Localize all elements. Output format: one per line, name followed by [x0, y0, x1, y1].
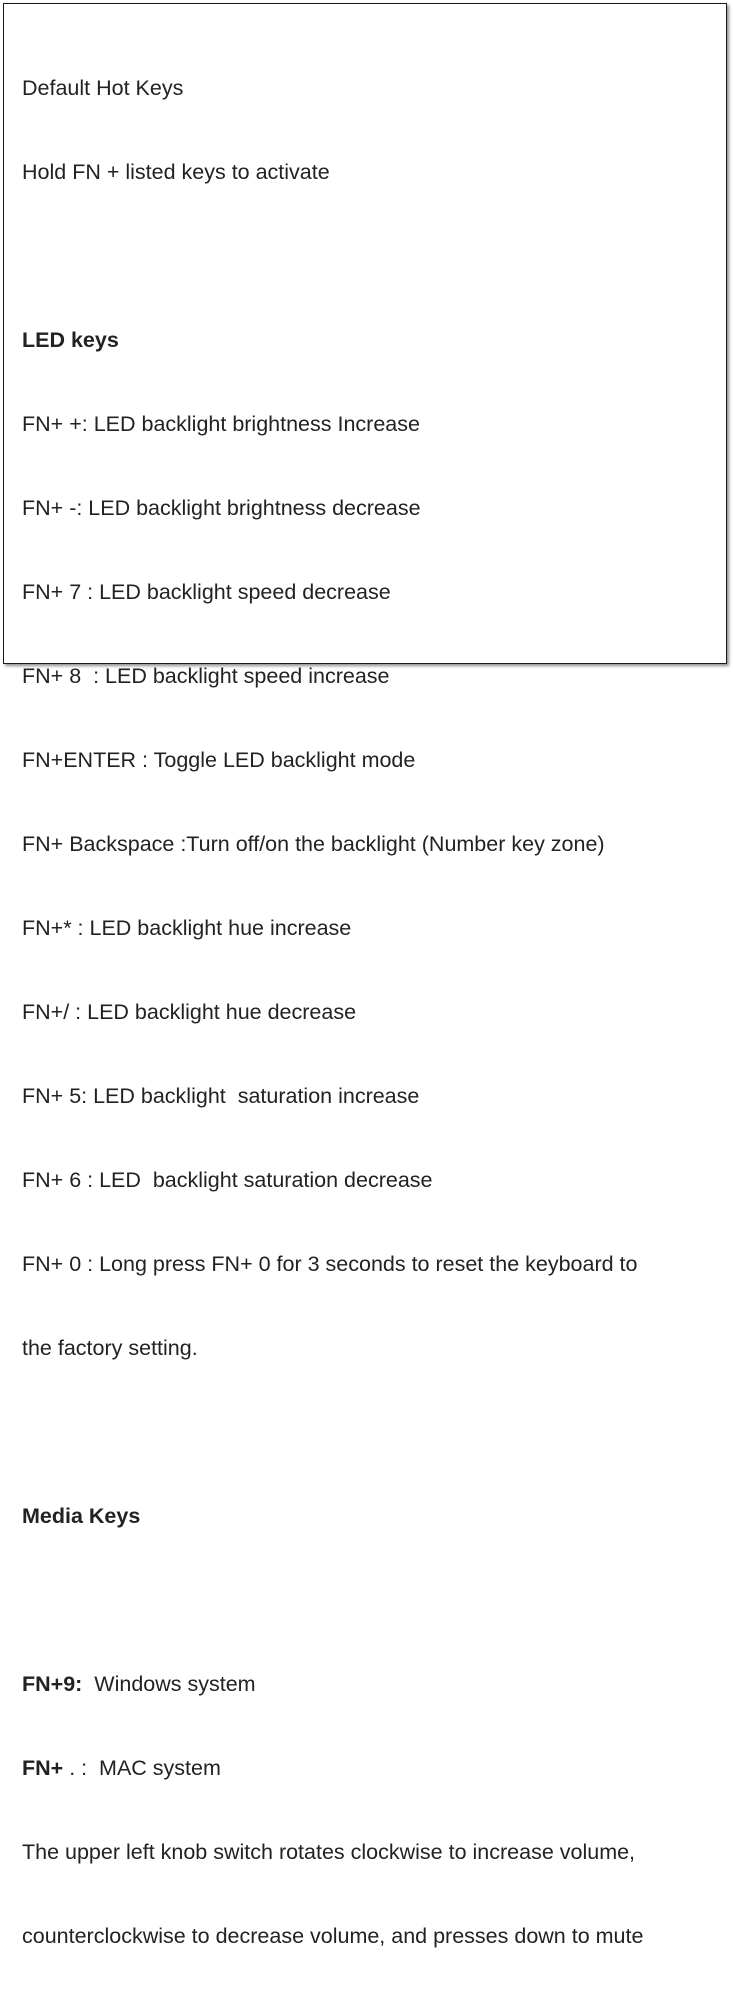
media-item-mac: [22, 1754, 643, 1782]
doc-title: Default Hot Keys: [22, 76, 184, 100]
led-item-backlight-toggle: FN+ Backspace :Turn off/on the backlight (Number key zone): [22, 832, 605, 856]
blank-line: [22, 1586, 643, 1614]
led-item-speed-increase: FN+ 8 : LED backlight speed increase: [22, 664, 390, 688]
led-item-toggle-mode: FN+ENTER : Toggle LED backlight mode: [22, 748, 416, 772]
led-keys-heading: LED keys: [22, 328, 119, 352]
mac-key-desc: . : MAC system: [63, 1756, 221, 1780]
windows-key-label: FN+9:: [22, 1672, 83, 1696]
document-frame: [3, 3, 727, 1948]
led-item-speed-decrease: FN+ 7 : LED backlight speed decrease: [22, 580, 391, 604]
windows-key-desc: Windows system: [82, 1672, 256, 1696]
mac-key-label: FN+: [22, 1756, 64, 1780]
hotkeys-text: [22, 18, 643, 2006]
led-item-brightness-decrease: FN+ -: LED backlight brightness decrease: [22, 496, 421, 520]
blank-line: [22, 242, 643, 270]
led-item-reset-continued: the factory setting.: [22, 1336, 198, 1360]
doc-subtitle: Hold FN + listed keys to activate: [22, 160, 330, 184]
media-keys-heading: Media Keys: [22, 1504, 141, 1528]
blank-line: [22, 1418, 643, 1446]
knob-description-line-2: counterclockwise to decrease volume, and presses down to mute: [22, 1924, 644, 1948]
led-item-saturation-increase: FN+ 5: LED backlight saturation increase: [22, 1084, 420, 1108]
led-item-reset: FN+ 0 : Long press FN+ 0 for 3 seconds to reset the keyboard to: [22, 1252, 638, 1276]
led-item-saturation-decrease: FN+ 6 : LED backlight saturation decrease: [22, 1168, 433, 1192]
led-item-hue-decrease: FN+/ : LED backlight hue decrease: [22, 1000, 357, 1024]
led-item-brightness-increase: FN+ +: LED backlight brightness Increase: [22, 412, 420, 436]
knob-description-line-1: The upper left knob switch rotates clockwise to increase volume,: [22, 1840, 636, 1864]
led-item-hue-increase: FN+* : LED backlight hue increase: [22, 916, 352, 940]
media-item-windows: [22, 1670, 643, 1698]
